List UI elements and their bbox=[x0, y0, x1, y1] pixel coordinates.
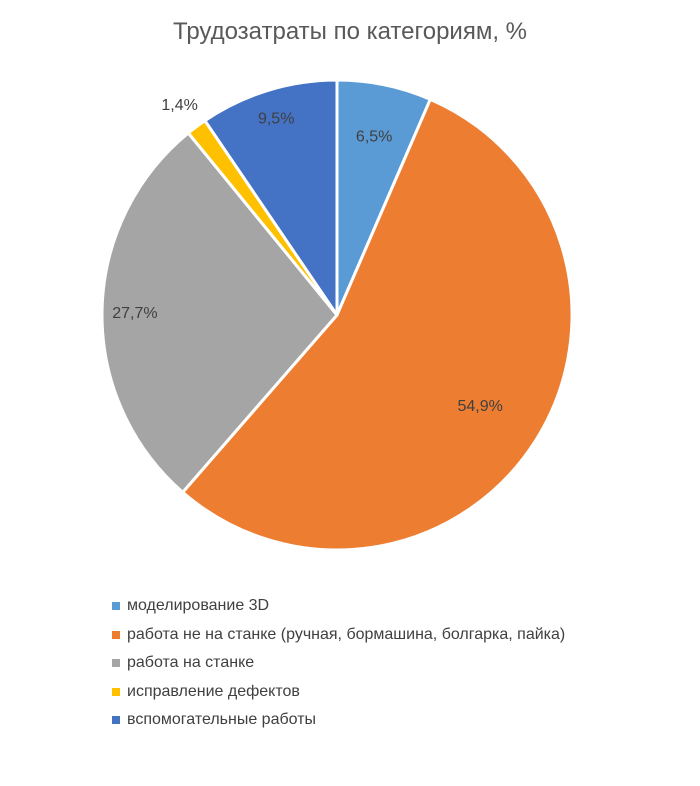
data-label: 27,7% bbox=[112, 304, 158, 322]
data-label: 6,5% bbox=[355, 128, 393, 146]
legend-label: вспомогательные работы bbox=[127, 711, 317, 729]
legend-swatch bbox=[112, 631, 120, 639]
legend-swatch bbox=[112, 659, 120, 667]
legend-item bbox=[112, 678, 565, 707]
legend-item bbox=[112, 621, 565, 650]
data-label: 1,4% bbox=[161, 97, 198, 115]
chart-title: Трудозатраты по категориям, % bbox=[173, 18, 527, 45]
legend-item bbox=[112, 649, 565, 678]
legend-item bbox=[112, 592, 565, 621]
data-label: 54,9% bbox=[457, 398, 503, 416]
legend-item bbox=[112, 706, 565, 735]
legend-label: исправление дефектов bbox=[127, 682, 300, 700]
legend-swatch bbox=[112, 602, 120, 610]
legend-label: работа не на станке (ручная, бормашина, болгарка, пайка) bbox=[127, 625, 566, 643]
legend-swatch bbox=[112, 716, 120, 724]
legend-label: моделирование 3D bbox=[127, 597, 270, 615]
legend-label: работа на станке bbox=[127, 654, 255, 672]
legend bbox=[112, 592, 565, 735]
legend-swatch bbox=[112, 688, 120, 696]
data-label: 9,5% bbox=[257, 110, 295, 128]
